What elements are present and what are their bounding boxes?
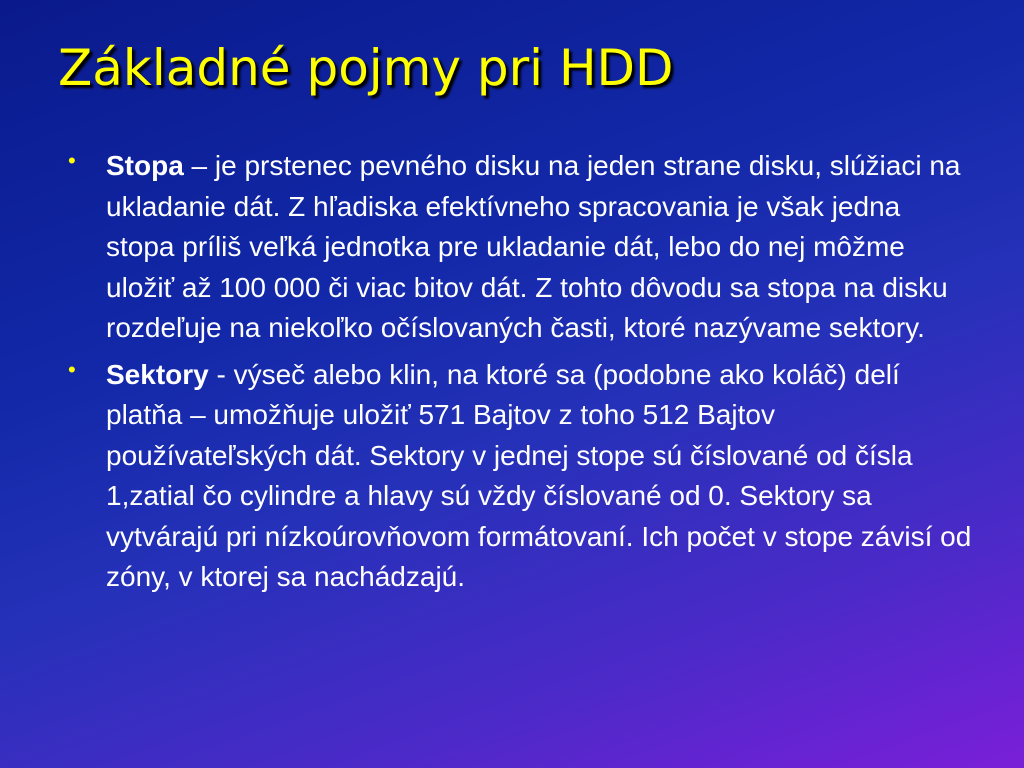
bullet-term: Sektory (106, 358, 209, 390)
bullet-item-sektory (68, 355, 973, 598)
bullet-dot-icon: • (68, 148, 76, 173)
bullet-text (106, 359, 971, 593)
bullet-dot-icon: • (68, 356, 76, 382)
bullet-term: Stopa (106, 150, 184, 181)
bullet-item-stopa (68, 146, 973, 349)
bullet-list (68, 146, 973, 604)
bullet-description: – je prstenec pevného disku na jeden strane disku, slúžiaci na ukladanie dát. Z hľadiska efektívneho spracovania je však jedna stopa príliš veľká jednotka pre ukladanie dát, lebo do nej môžme uložiť až 100 000 či viac bitov dát. Z tohto dôvodu sa stopa na disku rozdeľuje na niekoľko očíslovaných časti, ktoré nazývame sektory. (106, 150, 961, 343)
bullet-text (106, 150, 960, 343)
slide-title: Základné pojmy pri HDD (58, 39, 674, 97)
bullet-description: - výseč alebo klin, na ktoré sa (podobne ako koláč) delí platňa – umožňuje uložiť 571 Bajtov z toho 512 Bajtov používateľských dát. Sektory v jednej stope sú číslované od čísla 1,zatial čo cylindre a hlavy sú vždy číslované od 0. Sektory sa vytvárajú pri nízkoúrovňovom formátovaní. Ich počet v stope závisí od zóny, v ktorej sa nachádzajú. (106, 358, 972, 592)
